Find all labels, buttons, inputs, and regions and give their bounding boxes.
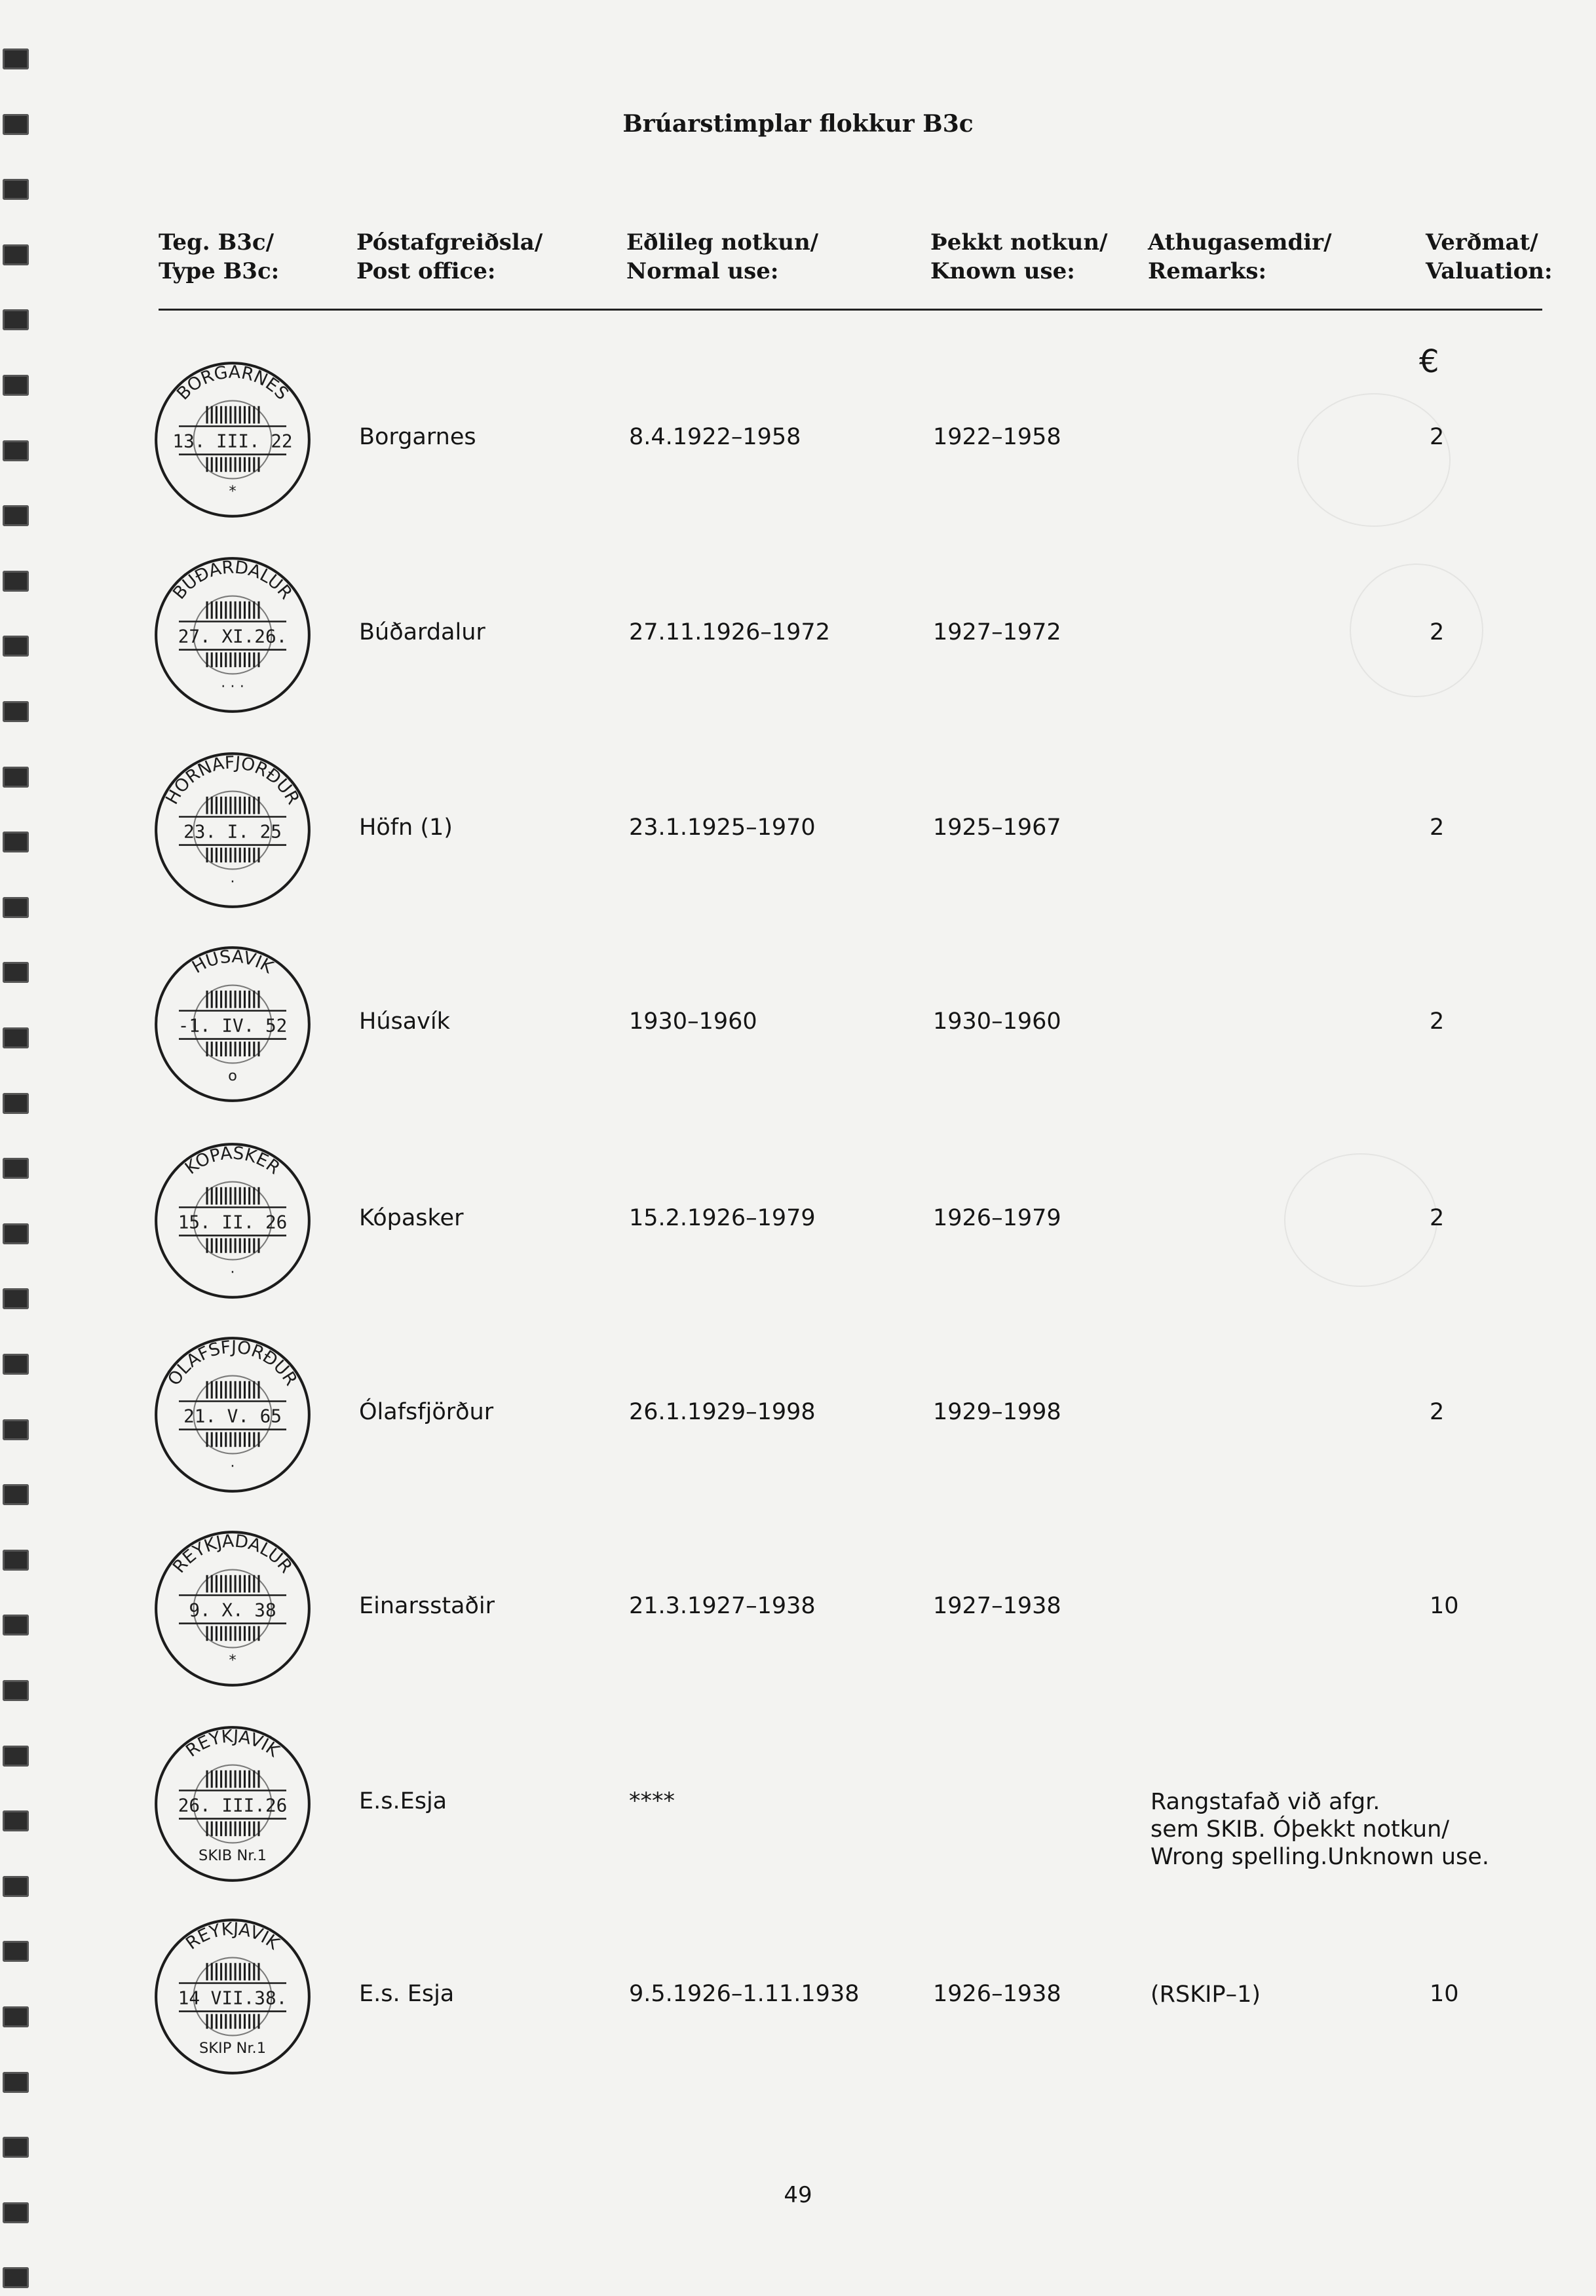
normal-use-cell: 8.4.1922–1958 — [629, 424, 801, 450]
header-post-office: Póstafgreiðsla/ Post office: — [356, 229, 543, 284]
valuation-cell: 10 — [1430, 1593, 1459, 1619]
stamp-date: 23. I. 25 — [183, 820, 282, 843]
normal-use-cell: 21.3.1927–1938 — [629, 1593, 816, 1619]
stamp-arc-text: BÚÐARDALUR — [168, 557, 297, 603]
valuation-cell: 10 — [1430, 1981, 1459, 2007]
post-office-cell: Búðardalur — [359, 619, 485, 645]
post-office-cell: Húsavík — [359, 1008, 450, 1035]
stamp-bottom-text: o — [228, 1067, 237, 1085]
table-row — [0, 1528, 1596, 1712]
known-use-cell: 1922–1958 — [933, 424, 1061, 450]
normal-use-cell: 26.1.1929–1998 — [629, 1399, 816, 1425]
postmark-stamp-icon — [152, 1528, 313, 1689]
normal-use-cell: 1930–1960 — [629, 1008, 757, 1035]
header-rule — [159, 309, 1542, 311]
header-type: Teg. B3c/ Type B3c: — [159, 229, 280, 284]
valuation-cell: 2 — [1430, 814, 1445, 841]
binding-hole — [3, 2267, 29, 2288]
post-office-cell: Kópasker — [359, 1205, 464, 1231]
known-use-cell: 1925–1967 — [933, 814, 1061, 841]
header-remarks: Athugasemdir/ Remarks: — [1148, 229, 1332, 284]
page-title: Brúarstimplar flokkur B3c — [622, 110, 974, 138]
valuation-cell: 2 — [1430, 1205, 1445, 1231]
table-row — [0, 554, 1596, 738]
post-office-cell: Höfn (1) — [359, 814, 453, 841]
stamp-arc-text: KÓPASKER — [181, 1143, 284, 1179]
postmark-stamp-icon — [152, 359, 313, 520]
normal-use-cell: 27.11.1926–1972 — [629, 619, 830, 645]
stamp-arc-text: HORNAFJÖRÐUR — [162, 752, 304, 808]
postmark-stamp-icon — [152, 1723, 313, 1885]
post-office-cell: Borgarnes — [359, 424, 476, 450]
table-row — [0, 1140, 1596, 1324]
remarks-cell — [1150, 1788, 1489, 1871]
postmark-stamp-icon — [152, 750, 313, 911]
table-row — [0, 1334, 1596, 1518]
stamp-arc-text: REYKJAVÍK — [182, 1726, 283, 1761]
remarks-line: Rangstafað við afgr. — [1150, 1789, 1380, 1815]
post-office-cell: Ólafsfjörður — [359, 1399, 494, 1425]
stamp-bottom-text: SKIB Nr.1 — [199, 1847, 267, 1865]
table-row — [0, 359, 1596, 543]
valuation-cell: 2 — [1430, 1399, 1445, 1425]
binding-hole — [3, 179, 29, 200]
binding-hole — [3, 2137, 29, 2158]
remarks-line: Wrong spelling.Unknown use. — [1150, 1844, 1489, 1870]
valuation-cell: 2 — [1430, 619, 1445, 645]
stamp-date: 21. V. 65 — [183, 1405, 282, 1427]
binding-hole — [3, 309, 29, 330]
normal-use-cell: 9.5.1926–1.11.1938 — [629, 1981, 860, 2007]
remarks-line: sem SKIB. Óþekkt notkun/ — [1150, 1816, 1450, 1843]
valuation-cell: 2 — [1430, 424, 1445, 450]
stamp-date: 14 VII.38. — [178, 1987, 288, 2009]
remarks-cell — [1150, 1981, 1261, 2008]
known-use-cell: 1927–1972 — [933, 619, 1061, 645]
stamp-arc-text: HÚSAVÍK — [189, 946, 277, 978]
post-office-cell: Einarsstaðir — [359, 1593, 495, 1619]
stamp-date: 9. X. 38 — [189, 1599, 276, 1621]
stamp-arc-text: BORGARNES — [172, 362, 293, 404]
stamp-bottom-text: SKIP Nr.1 — [199, 2040, 267, 2057]
stamp-arc-text: REYKJADALUR — [168, 1531, 297, 1577]
currency-symbol: € — [1419, 343, 1439, 380]
known-use-cell: 1927–1938 — [933, 1593, 1061, 1619]
stamp-arc-text: REYKJAVÍK — [182, 1919, 283, 1954]
stamp-date: -1. IV. 52 — [178, 1014, 288, 1037]
postmark-stamp-icon — [152, 1916, 313, 2077]
post-office-cell: E.s.Esja — [359, 1788, 447, 1814]
known-use-cell: 1926–1938 — [933, 1981, 1061, 2007]
stamp-bottom-text: · · · — [221, 678, 244, 696]
postmark-stamp-icon — [152, 554, 313, 716]
stamp-date: 15. II. 26 — [178, 1211, 288, 1233]
normal-use-cell: 15.2.1926–1979 — [629, 1205, 816, 1231]
stamp-bottom-text: * — [229, 483, 237, 501]
remarks-line: (RSKIP–1) — [1150, 1981, 1261, 2008]
stamp-date: 13. III. 22 — [172, 430, 293, 452]
table-row — [0, 944, 1596, 1127]
binding-hole — [3, 244, 29, 265]
stamp-date: 26. III.26 — [178, 1794, 288, 1816]
table-row — [0, 1723, 1596, 1907]
stamp-bottom-text: * — [229, 1652, 237, 1670]
post-office-cell: E.s. Esja — [359, 1981, 455, 2007]
postmark-stamp-icon — [152, 944, 313, 1105]
known-use-cell: 1926–1979 — [933, 1205, 1061, 1231]
known-use-cell: 1929–1998 — [933, 1399, 1061, 1425]
page-number: 49 — [784, 2182, 812, 2208]
postmark-stamp-icon — [152, 1140, 313, 1301]
header-normal-use: Eðlileg notkun/ Normal use: — [626, 229, 819, 284]
known-use-cell: 1930–1960 — [933, 1008, 1061, 1035]
normal-use-cell: 23.1.1925–1970 — [629, 814, 816, 841]
stamp-date: 27. XI.26. — [178, 625, 288, 647]
stamp-arc-text: ÓLAFSFJÖRÐUR — [164, 1337, 301, 1390]
binding-hole — [3, 48, 29, 69]
header-valuation: Verðmat/ Valuation: — [1426, 229, 1553, 284]
header-known-use: Þekkt notkun/ Known use: — [930, 229, 1108, 284]
table-row — [0, 750, 1596, 933]
valuation-cell: 2 — [1430, 1008, 1445, 1035]
postmark-stamp-icon — [152, 1334, 313, 1495]
stamp-bottom-text: · — [230, 873, 235, 891]
normal-use-cell: **** — [629, 1788, 675, 1814]
table-row — [0, 1916, 1596, 2099]
stamp-bottom-text: · — [230, 1458, 235, 1476]
stamp-bottom-text: · — [230, 1264, 235, 1282]
